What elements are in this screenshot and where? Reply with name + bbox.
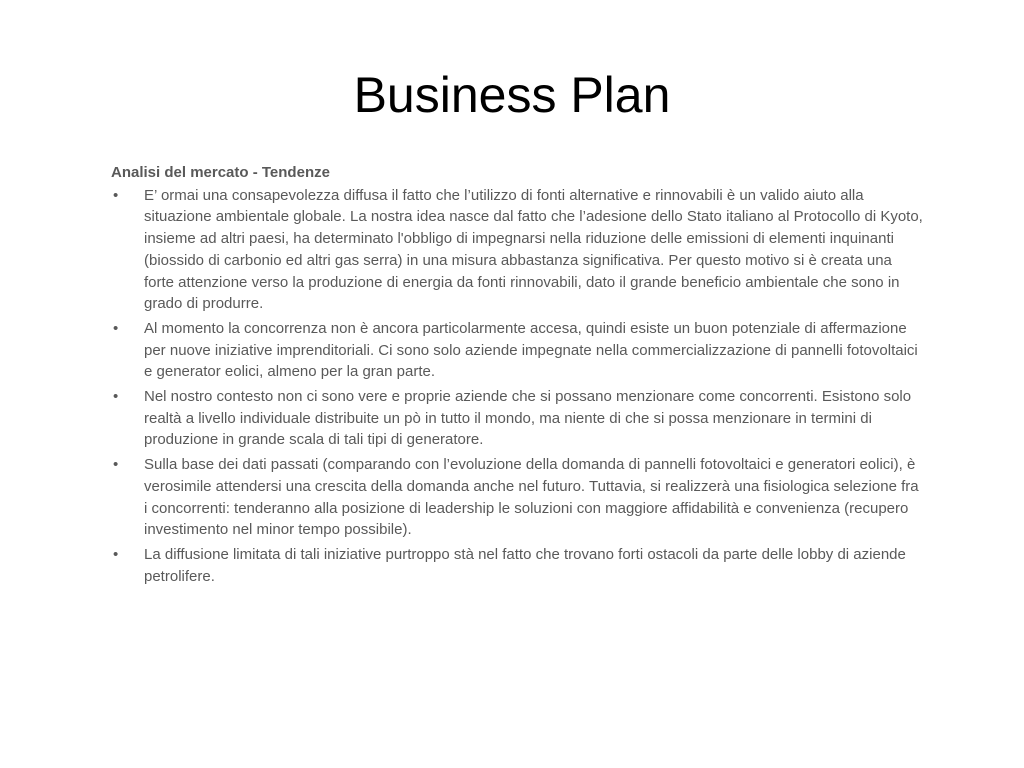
bullet-icon: •: [113, 456, 119, 474]
section-heading: Analisi del mercato - Tendenze: [111, 164, 330, 181]
slide-title: Business Plan: [353, 67, 671, 123]
bullet-text: E’ ormai una consapevolezza diffusa il fatto che l’utilizzo di fonti alternative e rinnovabili è un valido aiuto alla situazione ambientale globale. La nostra idea nasce dal fatto che l’adesione dello Stato italiano al Protocollo di Kyoto, insieme ad altri paesi, ha determinato l'obbligo di impegnarsi nella riduzione delle emissioni di elementi inquinanti (biossido di carbonio ed altri gas serra) in una misura abbastanza significativa. Per questo motivo si è creata una forte attenzione verso la produzione di energia da fonti rinnovabili, dato il grande beneficio ambientale che sono in grado di produrre.: [144, 186, 923, 313]
bullet-item: [111, 386, 926, 451]
bullet-text: La diffusione limitata di tali iniziative purtroppo stà nel fatto che trovano forti ostacoli da parte delle lobby di aziende petrolifere.: [144, 545, 906, 585]
bullet-icon: •: [113, 545, 119, 563]
bullet-icon: •: [113, 319, 119, 337]
bullet-item: [111, 318, 926, 383]
slide-content: [111, 162, 926, 590]
bullet-item: [111, 544, 926, 587]
bullet-text: Nel nostro contesto non ci sono vere e proprie aziende che si possano menzionare come concorrenti. Esistono solo realtà a livello individuale distribuite un pò in tutto il mondo, ma niente di che si possa menzionare in termini di produzione in grande scala di tali tipi di generatore.: [144, 388, 912, 449]
bullet-text: Al momento la concorrenza non è ancora particolarmente accesa, quindi esiste un buon potenziale di affermazione per nuove iniziative imprenditoriali. Ci sono solo aziende impegnate nella commercializzazione di pannelli fotovoltaici e generator eolici, almeno per la gran parte.: [144, 319, 918, 381]
bullet-icon: •: [113, 388, 119, 406]
bullet-item: [111, 185, 926, 315]
bullet-icon: •: [113, 186, 119, 204]
bullet-list: [111, 185, 926, 588]
bullet-text: Sulla base dei dati passati (comparando con l’evoluzione della domanda di pannelli fotovoltaici e generatori eolici), è verosimile attendersi una crescita della domanda anche nel futuro. Tuttavia, si realizzerà una fisiologica selezione fra i concorrenti: tenderanno alla posizione di leadership le soluzioni con maggiore affidabilità e convenienza (recupero investimento nel minor tempo possibile).: [144, 456, 919, 539]
bullet-item: [111, 454, 926, 541]
